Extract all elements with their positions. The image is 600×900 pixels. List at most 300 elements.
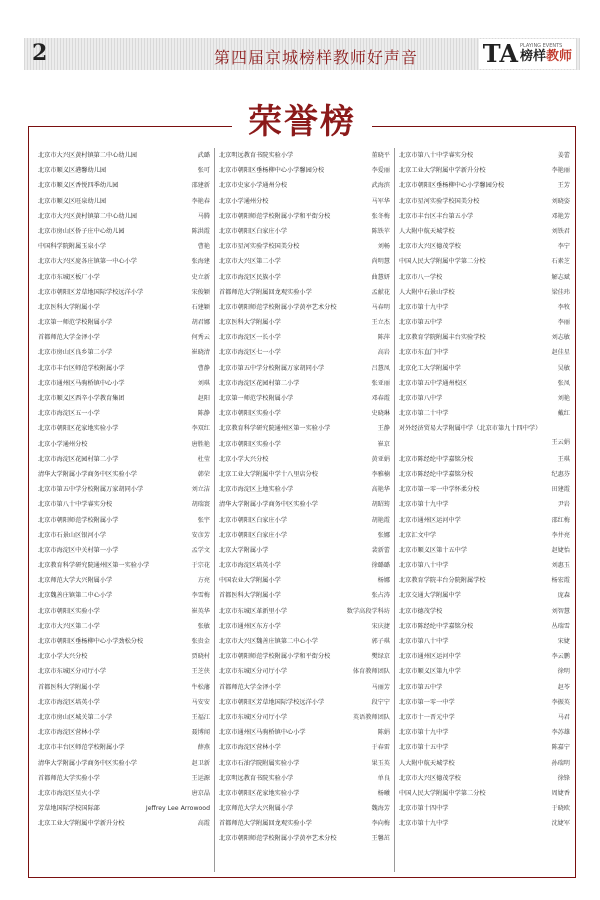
teacher-name: 何秀云: [191, 334, 210, 342]
school-name: 北京市石油学院附属实验小学: [219, 759, 300, 767]
teacher-name: 杨宏霞: [551, 577, 570, 585]
teacher-name: 王芳: [557, 182, 570, 190]
list-item: [38, 710, 210, 725]
list-item: [399, 391, 570, 406]
list-item: [219, 558, 390, 573]
school-name: 北京市顺义区第十五中学: [399, 546, 468, 554]
teacher-name: 刘畅: [377, 243, 390, 251]
school-name: 北京汇文中学: [399, 531, 437, 539]
list-item: [399, 300, 570, 315]
list-item: [38, 178, 210, 193]
teacher-name: 杨娜: [377, 577, 390, 585]
teacher-name: 李苏雄: [551, 729, 570, 737]
list-item: [38, 634, 210, 649]
school-name: 北京市海淀区上地实验小学: [219, 486, 294, 494]
teacher-name: 薛燕: [197, 744, 210, 752]
school-name: 北京市星河实验学校国美分校: [399, 197, 480, 205]
list-item: [219, 695, 390, 710]
teacher-name: 张海建: [191, 258, 210, 266]
teacher-name: 王琪: [557, 455, 570, 463]
list-item: [219, 619, 390, 634]
school-name: 北京市第八十中学: [399, 562, 449, 570]
list-item: [399, 771, 570, 786]
school-name: 北京小学通州分校: [38, 440, 88, 448]
teacher-name: 武璐: [197, 152, 210, 159]
list-item: [399, 664, 570, 679]
teacher-name: 梁佳玮: [551, 288, 570, 296]
school-name: 北京市通州区马驹桥镇中心小学: [219, 729, 306, 737]
teacher-name: 王福江: [191, 713, 210, 721]
teacher-name: 吕慧凤: [371, 364, 390, 372]
list-item: [219, 376, 390, 391]
teacher-name: 李井亮: [551, 531, 570, 539]
school-name: 北京市朝阳区芳草地国际学校远洋小学: [219, 698, 325, 706]
school-name: 北京市大兴区黄村镇第二中心幼儿园: [38, 212, 137, 220]
list-column-2: [214, 148, 394, 872]
list-item: [38, 725, 210, 740]
school-name: 北京市海淀区七一小学: [219, 349, 281, 357]
list-item: [219, 406, 390, 421]
list-item: [399, 801, 570, 816]
school-name: 首都医科大学附属小学: [38, 683, 100, 691]
school-name: 北京市顺义区旺泉幼儿园: [38, 197, 107, 205]
school-name: 北京市通州区马驹桥镇中心小学: [38, 379, 125, 387]
list-item: [399, 634, 570, 649]
teacher-name: 王云娟: [551, 439, 570, 447]
teacher-name: 贾晓村: [191, 653, 210, 661]
school-name: 北京市大兴区黄村镇第二中心幼儿园: [38, 152, 137, 159]
school-name: 北京市顺义区第九中学: [399, 668, 461, 676]
school-name: 首都师范大学附属回龙观实验小学: [219, 820, 312, 828]
teacher-name: 刘艳: [557, 395, 570, 402]
teacher-name: 张凤: [557, 379, 570, 387]
teacher-name: 牛松藩: [191, 683, 210, 691]
list-item: [38, 452, 210, 467]
teacher-name: 马腾: [197, 212, 210, 220]
teacher-name: 戴红: [557, 410, 570, 418]
school-name: 首都医科大学附属小学: [219, 592, 281, 600]
list-item: [38, 239, 210, 254]
list-item: [219, 209, 390, 224]
list-item: [219, 816, 390, 831]
school-name: 北京市德茂学校: [399, 607, 443, 615]
school-name: 北京市丰台区师范学校附属小学: [38, 744, 125, 752]
school-name: 北京市大兴区德茂学校: [399, 243, 461, 251]
school-name: 北京市史家小学通州分校: [219, 182, 288, 190]
teacher-name: 黄亚娟: [371, 455, 390, 463]
teacher-name: 于晓欧: [551, 805, 570, 813]
list-item: [219, 740, 390, 755]
honor-list: [34, 148, 574, 872]
list-item: [219, 573, 390, 588]
teacher-name: 周婕香: [551, 789, 570, 797]
school-name: 北京小学通州分校: [219, 197, 269, 205]
school-name: 北京市第八十中学睿实分校: [38, 501, 113, 509]
teacher-name: 樊绿京: [371, 653, 390, 661]
school-name: 北京市丰台区师范学校附属小学: [38, 364, 125, 372]
list-item: [219, 285, 390, 300]
teacher-name: 曹艳: [197, 243, 210, 251]
school-name: 北京市顺义区香悦四季幼儿园: [38, 182, 119, 190]
teacher-name: 段宁宁: [371, 698, 390, 706]
teacher-name: 尚明慧: [371, 258, 390, 266]
list-item: [399, 345, 570, 360]
school-name: 北京市通州区运河中学: [399, 653, 461, 661]
school-name: 北京市第二十中学: [399, 410, 449, 418]
list-item: [399, 558, 570, 573]
list-item: [38, 680, 210, 695]
school-name: 北京市陈经纶中学嘉铭分校: [399, 622, 474, 630]
school-name: 北京市第五中学分校附属万家胡同小学: [38, 486, 144, 494]
list-item: [219, 831, 390, 846]
list-item: [38, 163, 210, 178]
list-item: [38, 558, 210, 573]
school-name: 北京市朝阳区实验小学: [219, 410, 281, 418]
teacher-name: 胡瑞寰: [191, 501, 210, 509]
school-name: 北京工业大学附属中学十八里店分校: [219, 470, 318, 478]
school-name: 人大附中航天城学校: [399, 227, 455, 235]
list-item: [38, 467, 210, 482]
school-name: 北京教育学院丰台分院附属学校: [399, 577, 486, 585]
teacher-name: 陈洪霞: [191, 227, 210, 235]
school-name: 北京小学大兴分校: [219, 455, 269, 463]
list-item: [399, 497, 570, 512]
school-name: 北京市海淀区民族小学: [219, 273, 281, 281]
teacher-name: 邓春霞: [371, 395, 390, 402]
school-name: 北京市第十四中学: [399, 805, 449, 813]
list-item: [219, 497, 390, 512]
teacher-name: 英语教师团队: [352, 713, 390, 721]
teacher-name: 徐明: [557, 668, 570, 676]
teacher-name: 李宁: [557, 243, 570, 251]
list-item: [219, 786, 390, 801]
list-item: [38, 194, 210, 209]
teacher-name: 张冬梅: [371, 212, 390, 220]
list-item: [399, 452, 570, 467]
school-name: 北京市第五中学分校附属万家胡同小学: [219, 364, 325, 372]
school-name: 北京市第一零一中学: [399, 698, 455, 706]
logo-small-text: PLAYING EVENTS: [519, 43, 563, 49]
teacher-name: 刘琪: [197, 379, 210, 387]
teacher-name: 陈铁苹: [371, 227, 390, 235]
school-name: 清华大学附属小学商务中区实验小学: [219, 501, 318, 509]
list-item: [38, 695, 210, 710]
list-item: [38, 209, 210, 224]
list-item: [399, 680, 570, 695]
page-title: 荣誉榜: [248, 102, 356, 142]
school-name: 北京市朝阳区花家地实验小学: [219, 789, 300, 797]
teacher-name: 孟献花: [371, 288, 390, 296]
school-name: 北京市朝阳师范学校附属小学和平街分校: [219, 653, 331, 661]
school-name: 北京市第八十中学睿实分校: [399, 152, 474, 159]
school-name: 北京市大兴区德茂学校: [399, 774, 461, 782]
list-item: [219, 437, 390, 452]
school-name: 北京市东城区革新里小学: [219, 607, 288, 615]
school-name: 北京市房山区良乡第二小学: [38, 349, 113, 357]
school-name: 北京交通大学附属中学: [399, 592, 461, 600]
school-name: 北京市海淀区花园村第二小学: [38, 455, 119, 463]
teacher-name: 马军华: [371, 197, 390, 205]
list-item: [38, 588, 210, 603]
school-name: 北京教育科学研究院通州区第一实验小学: [219, 425, 331, 433]
list-item: [399, 148, 570, 163]
school-name: 北京市朝阳区垂杨柳中心小学馨园分校: [399, 182, 505, 190]
list-item: [399, 710, 570, 725]
list-item: [38, 148, 210, 163]
school-name: 北京市朝阳区垂杨柳中心小学劲松分校: [38, 638, 144, 645]
teacher-name: 刘铁君: [551, 227, 570, 235]
teacher-name: 体育教师团队: [352, 668, 390, 676]
school-name: 北京教育学院附属丰台实验学校: [399, 334, 486, 342]
teacher-name: 赵婕怡: [551, 546, 570, 554]
teacher-name: 崔英华: [191, 607, 210, 615]
teacher-name: 史立新: [191, 273, 210, 281]
teacher-name: 李雅楠: [371, 470, 390, 478]
teacher-name: 刘晓姿: [551, 197, 570, 205]
page-header: [24, 38, 580, 70]
school-name: 对外经济贸易大学附属中学（北京市第九十四中学）: [399, 425, 542, 433]
teacher-name: 刘智慧: [551, 607, 570, 615]
teacher-name: 沈婕军: [551, 820, 570, 828]
teacher-name: 唐京晶: [191, 789, 210, 797]
school-name: 北京市朝阳区白家庄小学: [219, 227, 288, 235]
teacher-name: 孟学文: [191, 546, 210, 554]
list-item: [38, 664, 210, 679]
list-item: [219, 801, 390, 816]
teacher-name: 张可: [197, 167, 210, 175]
school-name: 北京市第十五中学: [399, 744, 449, 752]
list-item: [38, 619, 210, 634]
school-name: 北京市朝阳区实验小学: [38, 607, 100, 615]
list-item: [219, 513, 390, 528]
list-item: [219, 664, 390, 679]
magazine-logo: [479, 39, 576, 69]
school-name: 北京市朝阳师范学校附属小学黄亭艺术分校: [219, 303, 337, 311]
teacher-name: 解志斌: [551, 273, 570, 281]
list-item: [399, 285, 570, 300]
teacher-name: 李艳丽: [551, 167, 570, 175]
teacher-name: Jeffrey Lee Arrowood: [145, 805, 210, 813]
school-name: 北京市海淀区培英小学: [219, 562, 281, 570]
teacher-name: 徐璐璐: [371, 562, 390, 570]
list-item: [219, 345, 390, 360]
list-item: [219, 771, 390, 786]
teacher-name: 刘志敏: [551, 334, 570, 342]
school-name: 北京市海淀区培英小学: [38, 698, 100, 706]
school-name: 北京市第八十中学: [399, 638, 449, 646]
teacher-name: 陈嘉宁: [551, 744, 570, 752]
list-item: [38, 224, 210, 239]
teacher-name: 崔京: [377, 440, 390, 448]
school-name: 北京市第十九中学: [399, 729, 449, 737]
teacher-name: 吴敏: [557, 364, 570, 372]
list-item: [399, 421, 570, 451]
teacher-name: 马安安: [191, 698, 210, 706]
list-item: [38, 421, 210, 436]
teacher-name: 胡君娜: [191, 319, 210, 327]
list-item: [219, 224, 390, 239]
school-name: 北京市大兴区第二小学: [38, 622, 100, 630]
list-item: [399, 528, 570, 543]
list-item: [399, 361, 570, 376]
list-item: [219, 756, 390, 771]
school-name: 北京市大兴区第二小学: [219, 258, 281, 266]
list-item: [399, 604, 570, 619]
list-item: [38, 771, 210, 786]
school-name: 北京市八一学校: [399, 273, 443, 281]
list-item: [219, 452, 390, 467]
teacher-name: 张贵金: [191, 638, 210, 645]
list-item: [399, 406, 570, 421]
school-name: 北京市第五中学通州校区: [399, 379, 468, 387]
teacher-name: 邵红梅: [551, 516, 570, 524]
list-item: [399, 254, 570, 269]
school-name: 北京市朝阳区白家庄小学: [219, 516, 288, 524]
list-item: [399, 239, 570, 254]
list-item: [38, 285, 210, 300]
teacher-name: 曲慧妍: [371, 273, 390, 281]
school-name: 北京市东城区分司厅小学: [219, 668, 288, 676]
teacher-name: 曹静: [197, 364, 210, 372]
teacher-name: 李艳春: [191, 197, 210, 205]
list-item: [399, 649, 570, 664]
teacher-name: 高霞: [197, 820, 210, 828]
list-item: [219, 482, 390, 497]
school-name: 北京市海淀区星火小学: [38, 789, 100, 797]
list-item: [399, 467, 570, 482]
list-item: [38, 345, 210, 360]
list-item: [219, 710, 390, 725]
school-name: 北京教育科学研究院通州区第一实验小学: [38, 562, 150, 570]
teacher-name: 马君: [557, 713, 570, 721]
list-item: [219, 421, 390, 436]
list-item: [219, 254, 390, 269]
list-item: [399, 588, 570, 603]
list-item: [38, 376, 210, 391]
teacher-name: 孙瑞明: [551, 759, 570, 767]
school-name: 人大附中航天城学校: [399, 759, 455, 767]
list-item: [38, 270, 210, 285]
teacher-name: 徐锋: [557, 774, 570, 782]
school-name: 北京市海淀区花园村第二小学: [219, 379, 300, 387]
teacher-name: 于宗花: [191, 562, 210, 570]
school-name: 北京大学附属小学: [219, 546, 269, 554]
list-item: [38, 513, 210, 528]
teacher-name: 尹岩: [557, 501, 570, 509]
school-name: 北京市通州区运河中学: [399, 516, 461, 524]
list-item: [38, 756, 210, 771]
list-item: [399, 315, 570, 330]
school-name: 北京市海淀区一长小学: [219, 334, 281, 342]
school-name: 北京市顺义区西辛小学教育集团: [38, 395, 125, 402]
school-name: 中国人民大学附属中学第二分校: [399, 789, 486, 797]
teacher-name: 赵佳星: [551, 349, 570, 357]
list-item: [219, 361, 390, 376]
school-name: 北京医科大学附属小学: [38, 303, 100, 311]
list-item: [219, 725, 390, 740]
teacher-name: 李向梅: [371, 820, 390, 828]
teacher-name: 宋俊颖: [191, 288, 210, 296]
teacher-name: 刘立洁: [191, 486, 210, 494]
list-item: [38, 254, 210, 269]
school-name: 北京市朝阳师范学校附属小学和平街分校: [219, 212, 331, 220]
list-item: [399, 725, 570, 740]
school-name: 北京魏善庄镇第二中心小学: [38, 592, 113, 600]
teacher-name: 丛瑞雪: [551, 622, 570, 630]
teacher-name: 赵苓: [557, 683, 570, 691]
list-item: [38, 437, 210, 452]
issue-banner: 第四届京城榜样教师好声音: [214, 48, 419, 67]
list-item: [38, 786, 210, 801]
teacher-name: 赵卫新: [191, 759, 210, 767]
school-name: 北京市房山区城关第二小学: [38, 713, 113, 721]
list-item: [38, 361, 210, 376]
list-column-3: [394, 148, 574, 872]
school-name: 北京市大兴区魏善庄镇第二中心小学: [219, 638, 318, 645]
title-wrap: [232, 96, 372, 148]
school-name: 北京市海淀区五一小学: [38, 410, 100, 418]
teacher-name: 果玉英: [371, 759, 390, 767]
teacher-name: 张亚丽: [371, 379, 390, 387]
teacher-name: 马春明: [371, 303, 390, 311]
list-item: [399, 209, 570, 224]
school-name: 北京市陈经纶中学嘉铭分校: [399, 455, 474, 463]
teacher-name: 董晓平: [371, 152, 390, 159]
school-name: 中国科学院附属玉泉小学: [38, 243, 107, 251]
school-name: 北京师范大学大兴附属小学: [38, 577, 113, 585]
list-item: [219, 315, 390, 330]
list-item: [399, 543, 570, 558]
teacher-name: 陈静: [197, 410, 210, 418]
list-item: [219, 543, 390, 558]
teacher-name: 王立杰: [371, 319, 390, 327]
list-item: [219, 330, 390, 345]
teacher-name: 史晓琳: [371, 410, 390, 418]
teacher-name: 武海滨: [371, 182, 390, 190]
teacher-name: 姜蕾: [557, 152, 570, 159]
school-name: 北京市海淀区中关村第一小学: [38, 546, 119, 554]
list-item: [219, 239, 390, 254]
school-name: 北京市丰台区丰台第五小学: [399, 212, 474, 220]
list-item: [38, 315, 210, 330]
list-item: [38, 604, 210, 619]
list-item: [38, 528, 210, 543]
list-item: [38, 391, 210, 406]
school-name: 清华大学附属小学商务中区实验小学: [38, 470, 137, 478]
school-name: 北京市第十九中学: [399, 303, 449, 311]
school-name: 北京市通州区东方小学: [219, 622, 281, 630]
teacher-name: 陈萍: [377, 334, 390, 342]
school-name: 北京市海淀区营林小学: [219, 744, 281, 752]
teacher-name: 石素芝: [551, 258, 570, 266]
teacher-name: 于春雷: [371, 744, 390, 752]
teacher-name: 张娜: [377, 531, 390, 539]
school-name: 北京市顺义区港馨幼儿园: [38, 167, 107, 175]
list-column-1: [34, 148, 214, 872]
logo-letters: TA: [482, 39, 518, 68]
teacher-name: 王静: [377, 425, 390, 433]
school-name: 北京师范大学大兴附属小学: [219, 805, 294, 813]
school-name: 北京市朝阳区实验小学: [219, 440, 281, 448]
school-name: 北京市星河实验学校国美分校: [219, 243, 300, 251]
teacher-name: 马丽芳: [371, 683, 390, 691]
list-item: [399, 163, 570, 178]
list-item: [219, 178, 390, 193]
school-name: 北京工业大学附属中学新升分校: [399, 167, 486, 175]
school-name: 人大附中石景山学校: [399, 288, 455, 296]
teacher-name: 石建颖: [191, 303, 210, 311]
teacher-name: 唐胜艳: [191, 440, 210, 448]
